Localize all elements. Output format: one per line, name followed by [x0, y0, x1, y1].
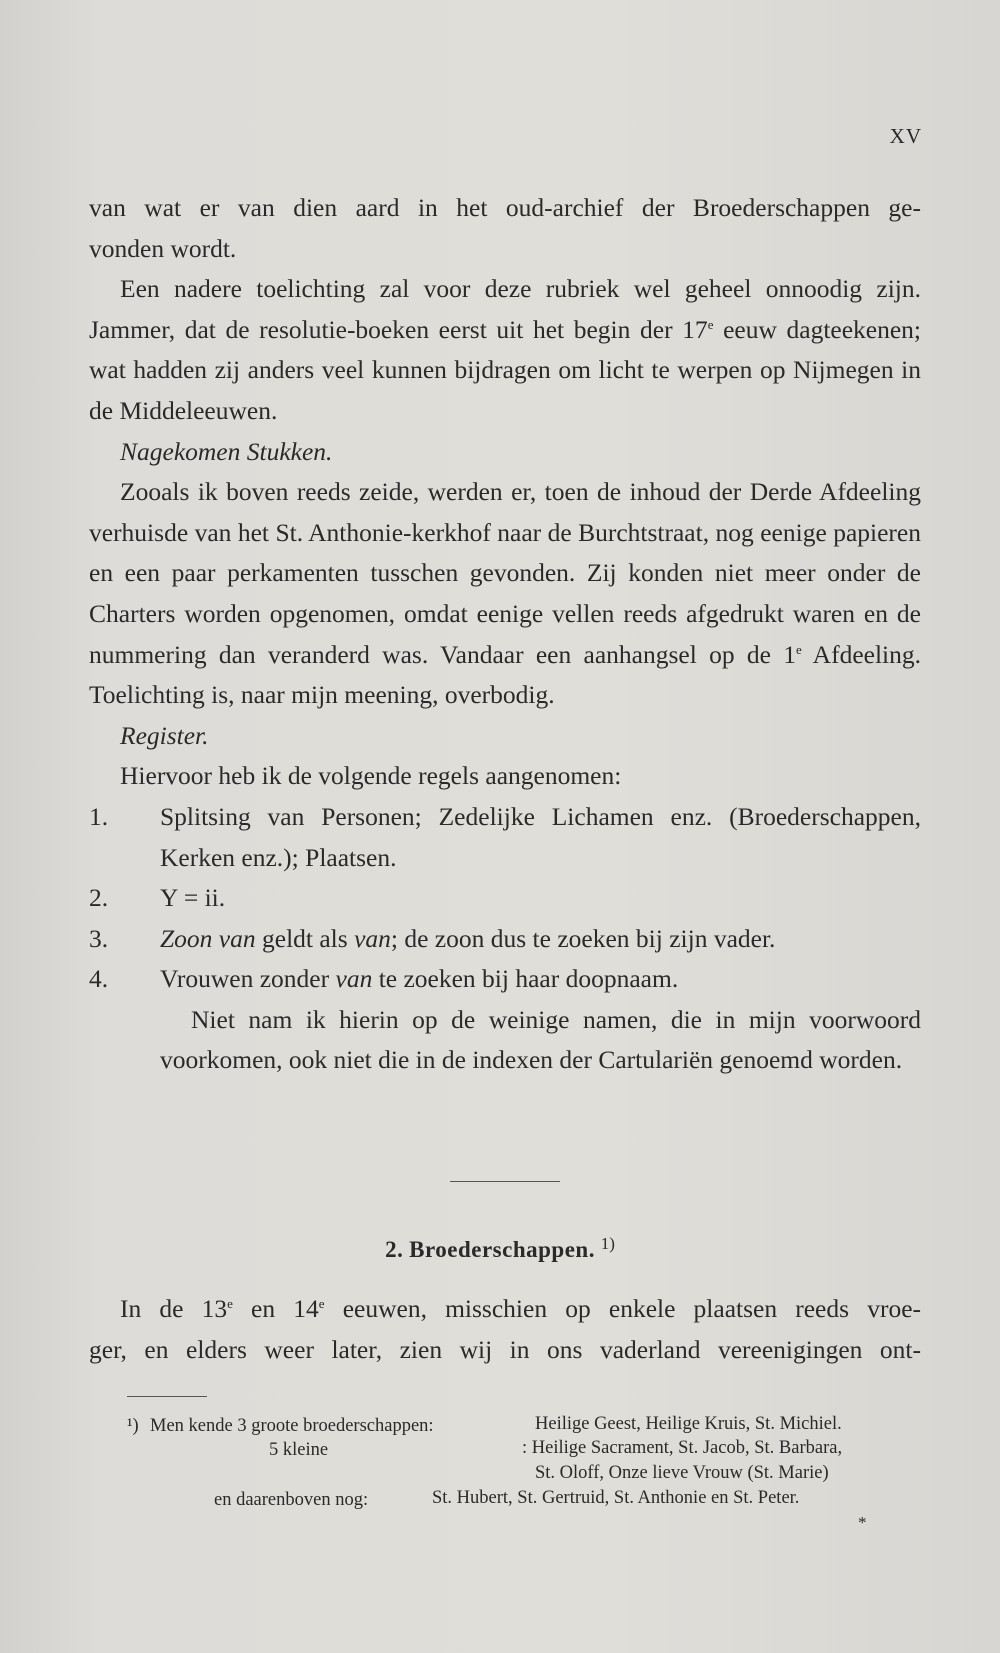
section-number: 2.	[385, 1237, 404, 1262]
list-text: Splitsing van Personen; Zedelijke Lichamen enz. (Broederschappen, Kerken enz.); Plaatsen.	[160, 801, 921, 872]
list-item-1	[89, 797, 921, 878]
list-number: 2.	[89, 883, 109, 913]
paragraph-1-line-1: van wat er van dien aard in het oud-archief der Broederschappen ge-	[89, 193, 921, 222]
list-text: Zoon van geldt als van; de zoon dus te zoeken bij zijn vader.	[160, 923, 776, 953]
heading-nagekomen-stukken: Nagekomen Stukken.	[120, 436, 333, 466]
paragraph-3: Zooals ik boven reeds zeide, werden er, toen de inhoud der Derde Afdeeling verhuisde van het St. Anthonie-kerkhof naar de Burchtstraat, nog eenige papieren en een paar perkamenten tusschen gevonden. Zij konden niet meer onder de Charters worden opgenomen, omdat eenige vellen reeds afgedrukt waren en de nummering dan veranderd was. Vandaar een aanhangsel op de 1e Afdeeling. Toelichting is, naar mijn meening, overbodig.	[89, 477, 921, 710]
list-text: Y = ii.	[160, 883, 226, 913]
footnote-marker: ¹)	[127, 1416, 139, 1436]
footnote-line-4-right: St. Hubert, St. Gertruid, St. Anthonie en St. Peter.	[432, 1488, 800, 1508]
paragraph-4: Hiervoor heb ik de volgende regels aangenomen:	[120, 761, 622, 791]
list-item-2	[89, 878, 921, 919]
page-number: XV	[889, 124, 922, 148]
list-item-3	[89, 919, 921, 960]
section-divider	[450, 1181, 560, 1182]
paragraph-6-line-2: ger, en elders weer later, zien wij in ons vaderland vereenigingen ont-	[89, 1335, 921, 1364]
footnote-rule	[127, 1396, 207, 1397]
heading-register: Register.	[120, 720, 209, 750]
section-body	[89, 1288, 922, 1370]
list-text: Vrouwen zonder van te zoeken bij haar doopnaam.	[160, 964, 679, 994]
footnote-line-3: St. Oloff, Onze lieve Vrouw (St. Marie)	[535, 1463, 829, 1483]
paragraph-5: Niet nam ik hierin op de weinige namen, die in mijn voorwoord voorkomen, ook niet die in de indexen der Cartulariën genoemd worden.	[160, 1004, 921, 1075]
main-text	[89, 188, 921, 1081]
footnote-line-2-right: : Heilige Sacrament, St. Jacob, St. Barbara,	[522, 1438, 843, 1458]
paragraph-6: In de 13e en 14e eeuwen, misschien op enkele plaatsen reeds vroe-	[120, 1294, 922, 1323]
list-number: 3.	[89, 923, 109, 953]
footnote-reference: 1)	[600, 1234, 615, 1253]
section-title: Broederschappen.	[409, 1237, 595, 1262]
paragraph-1-line-2: vonden wordt.	[89, 233, 237, 263]
footnote-line-1-right: Heilige Geest, Heilige Kruis, St. Michiel.	[535, 1414, 842, 1434]
paragraph-2: Een nadere toelichting zal voor deze rubriek wel geheel onnoodig zijn. Jammer, dat de resolutie-boeken eerst uit het begin der 17e eeuw dagteekenen; wat hadden zij anders veel kunnen bijdragen om licht te werpen op Nijmegen in de Middeleeuwen.	[89, 274, 922, 425]
section-heading	[0, 1234, 1000, 1263]
footnote-line-4-left: en daarenboven nog:	[214, 1490, 369, 1510]
list-number: 1.	[89, 801, 109, 831]
signature-mark: *	[858, 1513, 867, 1532]
list-item-4	[89, 959, 921, 1000]
footnote-line-2-left: 5 kleine	[269, 1440, 329, 1460]
list-number: 4.	[89, 964, 109, 994]
footnote-line-1-left: Men kende 3 groote broederschappen:	[150, 1416, 434, 1436]
